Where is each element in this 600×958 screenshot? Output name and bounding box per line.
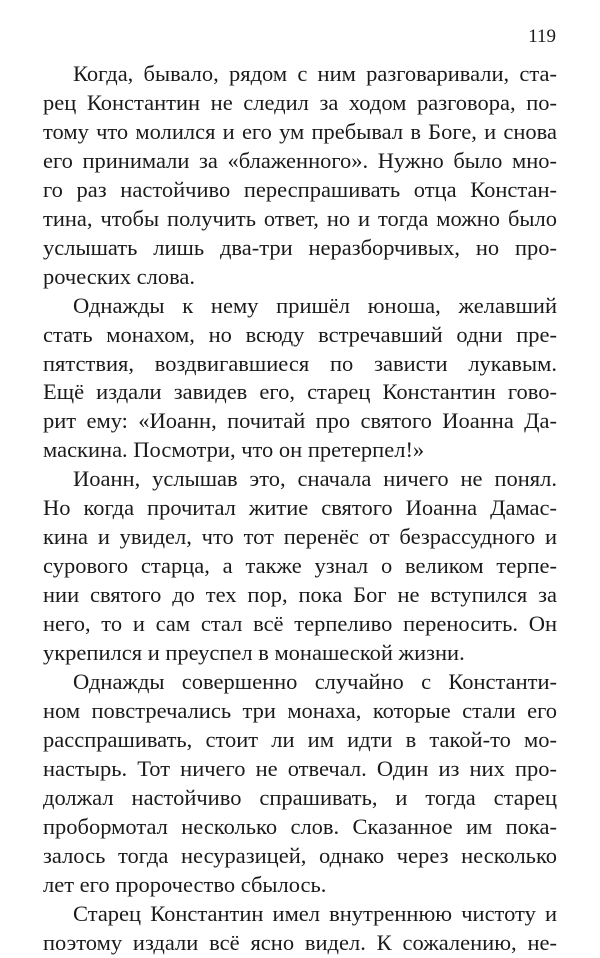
text-line: Однажды совершенно случайно с Константи- — [73, 669, 557, 695]
text-line: Старец Константин имел внутреннюю чистоту и — [73, 900, 557, 926]
page-body — [43, 60, 557, 958]
text-line: Однажды к нему пришёл юноша, желавший — [73, 292, 557, 318]
paragraph — [43, 668, 557, 900]
page-number: 119 — [528, 26, 556, 47]
text-line: пятствия, воздвигавшиеся по зависти лукавым. — [43, 350, 557, 376]
text-line: рец Константин не следил за ходом разговора, по- — [43, 89, 557, 115]
text-line: залось тогда несуразицей, однако через несколько — [43, 842, 557, 868]
text-line: го раз настойчиво переспрашивать отца Констан- — [43, 176, 557, 202]
text-line: тина, чтобы получить ответ, но и тогда можно было — [43, 205, 557, 231]
text-line: рит ему: «Иоанн, почитай про святого Иоанна Да- — [43, 408, 557, 434]
text-line: стать монахом, но всюду встречавший одни пре- — [43, 321, 557, 347]
text-line: укрепился и преуспел в монашеской жизни. — [43, 640, 465, 666]
paragraph — [43, 292, 557, 466]
text-line: расспрашивать, стоит ли им идти в такой-то мо- — [43, 726, 557, 752]
text-line: поэтому издали всё ясно видел. К сожалению, не- — [43, 929, 557, 955]
text-line: ном повстречались три монаха, которые стали его — [43, 697, 557, 723]
text-line: нии святого до тех пор, пока Бог не вступился за — [43, 582, 557, 608]
text-line: Ещё издали завидев его, старец Константин гово- — [43, 379, 557, 405]
text-line: должал настойчиво спрашивать, и тогда старец — [43, 784, 557, 810]
paragraph — [43, 900, 557, 958]
text-line: настырь. Тот ничего не отвечал. Один из них про- — [43, 755, 557, 781]
text-line: лет его пророчество сбылось. — [43, 871, 327, 897]
text-line: Иоанн, услышав это, сначала ничего не понял. — [73, 466, 557, 492]
text-line: маскина. Посмотри, что он претерпел!» — [43, 437, 425, 463]
text-line: роческих слова. — [43, 263, 196, 289]
text-line: пробормотал несколько слов. Сказанное им пока- — [43, 813, 557, 839]
text-line: сурового старца, а также узнал о великом терпе- — [43, 553, 557, 579]
paragraph — [43, 465, 557, 668]
text-line: Когда, бывало, рядом с ним разговаривали, ста- — [73, 61, 557, 86]
text-line: тому что молился и его ум пребывал в Боге, и снова — [43, 118, 557, 144]
text-line: него, то и сам стал всё терпеливо переносить. Он — [43, 611, 557, 637]
text-line: Но когда прочитал житие святого Иоанна Дамас- — [43, 495, 557, 521]
text-line: его принимали за «блаженного». Нужно было мно- — [43, 147, 557, 173]
text-line: кина и увидел, что тот перенёс от безрассудного и — [43, 524, 557, 550]
paragraph — [43, 60, 557, 292]
text-line: услышать лишь два-три неразборчивых, но про- — [43, 234, 557, 260]
